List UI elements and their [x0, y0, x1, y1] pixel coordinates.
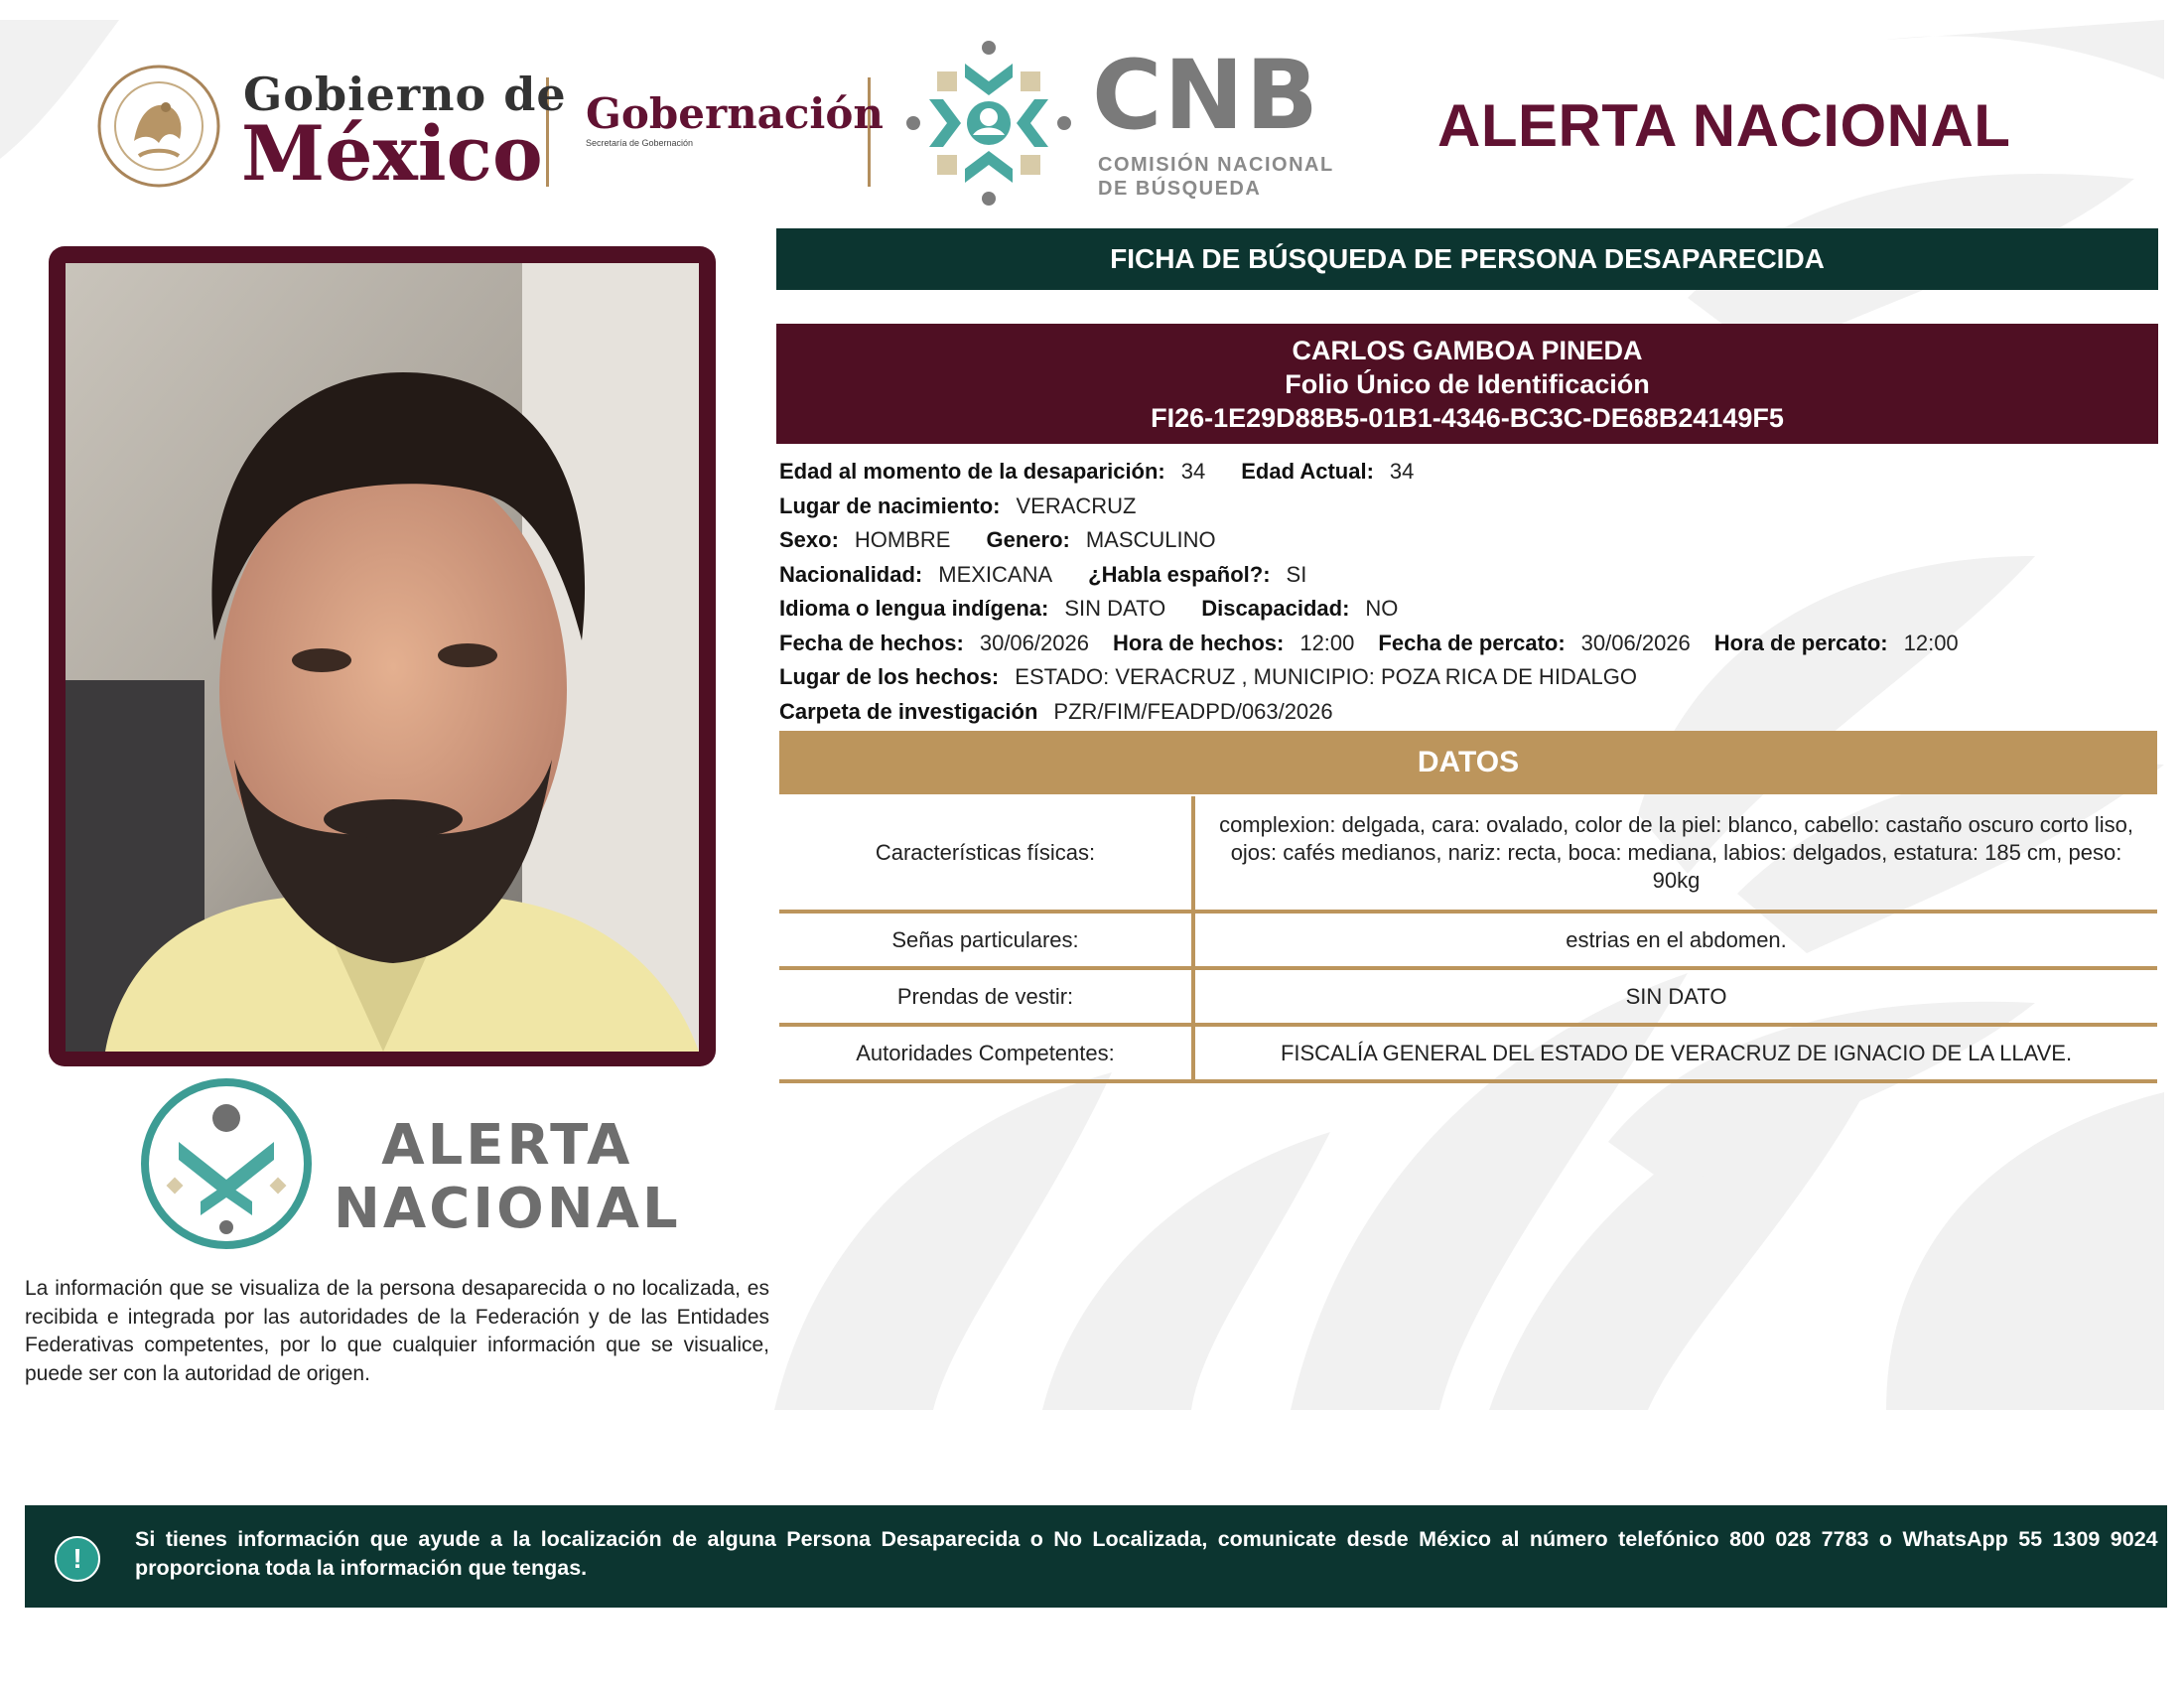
datos-value: FISCALÍA GENERAL DEL ESTADO DE VERACRUZ DE IGNACIO DE LA LLAVE.	[1193, 1025, 2157, 1081]
info-row-fechas	[779, 627, 2169, 661]
gobierno-line1: Gobierno de	[243, 68, 567, 121]
datos-row	[779, 912, 2157, 968]
alerta-nacional-logo	[139, 1076, 681, 1251]
nacionalidad-value: MEXICANA	[938, 561, 1053, 587]
lugar-hechos-label: Lugar de los hechos:	[779, 664, 1000, 690]
hora-hechos-label: Hora de hechos:	[1112, 630, 1285, 655]
alerta-nacional-wordmark	[334, 1114, 681, 1241]
gobernacion-title: Gobernación	[586, 89, 884, 138]
info-row-idioma	[779, 592, 2169, 627]
lugar-nacimiento-label: Lugar de nacimiento:	[779, 492, 1001, 518]
datos-row	[779, 1025, 2157, 1081]
discapacidad-label: Discapacidad:	[1201, 596, 1350, 622]
gobierno-line2: México	[241, 109, 543, 198]
info-row-nacionalidad	[779, 558, 2169, 593]
datos-key: Características físicas:	[779, 796, 1193, 912]
fecha-percato-value: 30/06/2026	[1580, 630, 1691, 655]
datos-title-bar: DATOS	[779, 731, 2157, 794]
cnb-acronym: CNB	[1092, 40, 1320, 151]
datos-key: Señas particulares:	[779, 912, 1193, 968]
datos-table	[779, 796, 2157, 1083]
folio-number: FI26-1E29D88B5-01B1-4346-BC3C-DE68B24149F5	[1151, 402, 1784, 433]
fecha-hechos-label: Fecha de hechos:	[779, 630, 964, 655]
gobernacion-logo	[586, 89, 884, 148]
carpeta-label: Carpeta de investigación	[779, 698, 1038, 724]
discapacidad-value: NO	[1365, 596, 1399, 622]
datos-key: Autoridades Competentes:	[779, 1025, 1193, 1081]
cnb-emblem-icon	[903, 38, 1074, 209]
datos-key: Prendas de vestir:	[779, 968, 1193, 1025]
gobierno-de-mexico-logo	[94, 62, 567, 198]
info-row-sexo	[779, 523, 2169, 558]
photo-frame	[49, 246, 716, 1066]
folio-label: Folio Único de Identificación	[1285, 368, 1650, 399]
datos-row	[779, 796, 2157, 912]
info-row-nacimiento	[779, 490, 2169, 524]
nacionalidad-label: Nacionalidad:	[779, 561, 923, 587]
sexo-value: HOMBRE	[854, 527, 951, 553]
edad-actual-label: Edad Actual:	[1241, 459, 1374, 485]
datos-value: estrias en el abdomen.	[1193, 912, 2157, 968]
info-row-edad	[779, 455, 2169, 490]
contact-footer	[25, 1505, 2180, 1608]
person-portrait-photo	[66, 263, 699, 1052]
cnb-subtitle	[1098, 153, 1334, 201]
person-header	[776, 324, 2158, 444]
gobernacion-subtitle: Secretaría de Gobernación	[586, 138, 694, 148]
person-info	[779, 455, 2169, 729]
genero-label: Genero:	[986, 527, 1070, 553]
contact-footer-text: Si tienes información que ayude a la localización de alguna Persona Desaparecida o No Localizada, comunicate desde México al número telefónico 800 028 7783 o WhatsApp 55 1309 9024 y proporciona toda la información que tengas.	[135, 1527, 2180, 1580]
info-row-carpeta	[779, 695, 2169, 730]
ficha-title-bar: FICHA DE BÚSQUEDA DE PERSONA DESAPARECIDA	[776, 228, 2158, 290]
lugar-nacimiento-value: VERACRUZ	[1016, 492, 1137, 518]
hora-hechos-value: 12:00	[1299, 630, 1355, 655]
idioma-label: Idioma o lengua indígena:	[779, 596, 1049, 622]
habla-espanol-label: ¿Habla español?:	[1088, 561, 1271, 587]
edad-actual-value: 34	[1389, 459, 1415, 485]
cnb-subtitle-line1: COMISIÓN NACIONAL	[1098, 154, 1334, 176]
datos-value: SIN DATO	[1193, 968, 2157, 1025]
carpeta-value: PZR/FIM/FEADPD/063/2026	[1053, 698, 1333, 724]
datos-row	[779, 968, 2157, 1025]
person-name: CARLOS GAMBOA PINEDA	[1292, 335, 1643, 365]
sexo-label: Sexo:	[779, 527, 839, 553]
alerta-wordmark-line2: NACIONAL	[334, 1177, 681, 1241]
exclamation-info-icon: !	[55, 1536, 100, 1582]
hora-percato-value: 12:00	[1903, 630, 1959, 655]
hora-percato-label: Hora de percato:	[1713, 630, 1888, 655]
alerta-nacional-title: ALERTA NACIONAL	[1437, 92, 2011, 159]
cnb-subtitle-line2: DE BÚSQUEDA	[1098, 178, 1262, 200]
idioma-value: SIN DATO	[1064, 596, 1166, 622]
disclaimer-text: La información que se visualiza de la persona desaparecida o no localizada, es recibida e integrada por las autoridades de la Federación y de las Entidades Federativas competentes, por lo que cualquier información que se visualice, puede ser con la autoridad de origen.	[25, 1277, 769, 1385]
fecha-percato-label: Fecha de percato:	[1378, 630, 1566, 655]
alerta-nacional-emblem-icon	[139, 1076, 314, 1251]
info-row-lugar-hechos	[779, 660, 2169, 695]
mexican-coat-of-arms-seal	[94, 62, 223, 196]
lugar-hechos-value: ESTADO: VERACRUZ , MUNICIPIO: POZA RICA DE HIDALGO	[1015, 664, 1637, 690]
genero-value: MASCULINO	[1085, 527, 1216, 553]
alerta-wordmark-line1: ALERTA	[381, 1113, 633, 1178]
edad-desaparicion-label: Edad al momento de la desaparición:	[779, 459, 1165, 485]
datos-value: complexion: delgada, cara: ovalado, color de la piel: blanco, cabello: castaño oscuro corto liso, ojos: cafés medianos, nariz: recta, boca: mediana, labios: delgados, estatura: 185 cm, peso: 90kg	[1193, 796, 2157, 912]
fecha-hechos-value: 30/06/2026	[979, 630, 1089, 655]
habla-espanol-value: SI	[1286, 561, 1307, 587]
edad-desaparicion-value: 34	[1180, 459, 1206, 485]
